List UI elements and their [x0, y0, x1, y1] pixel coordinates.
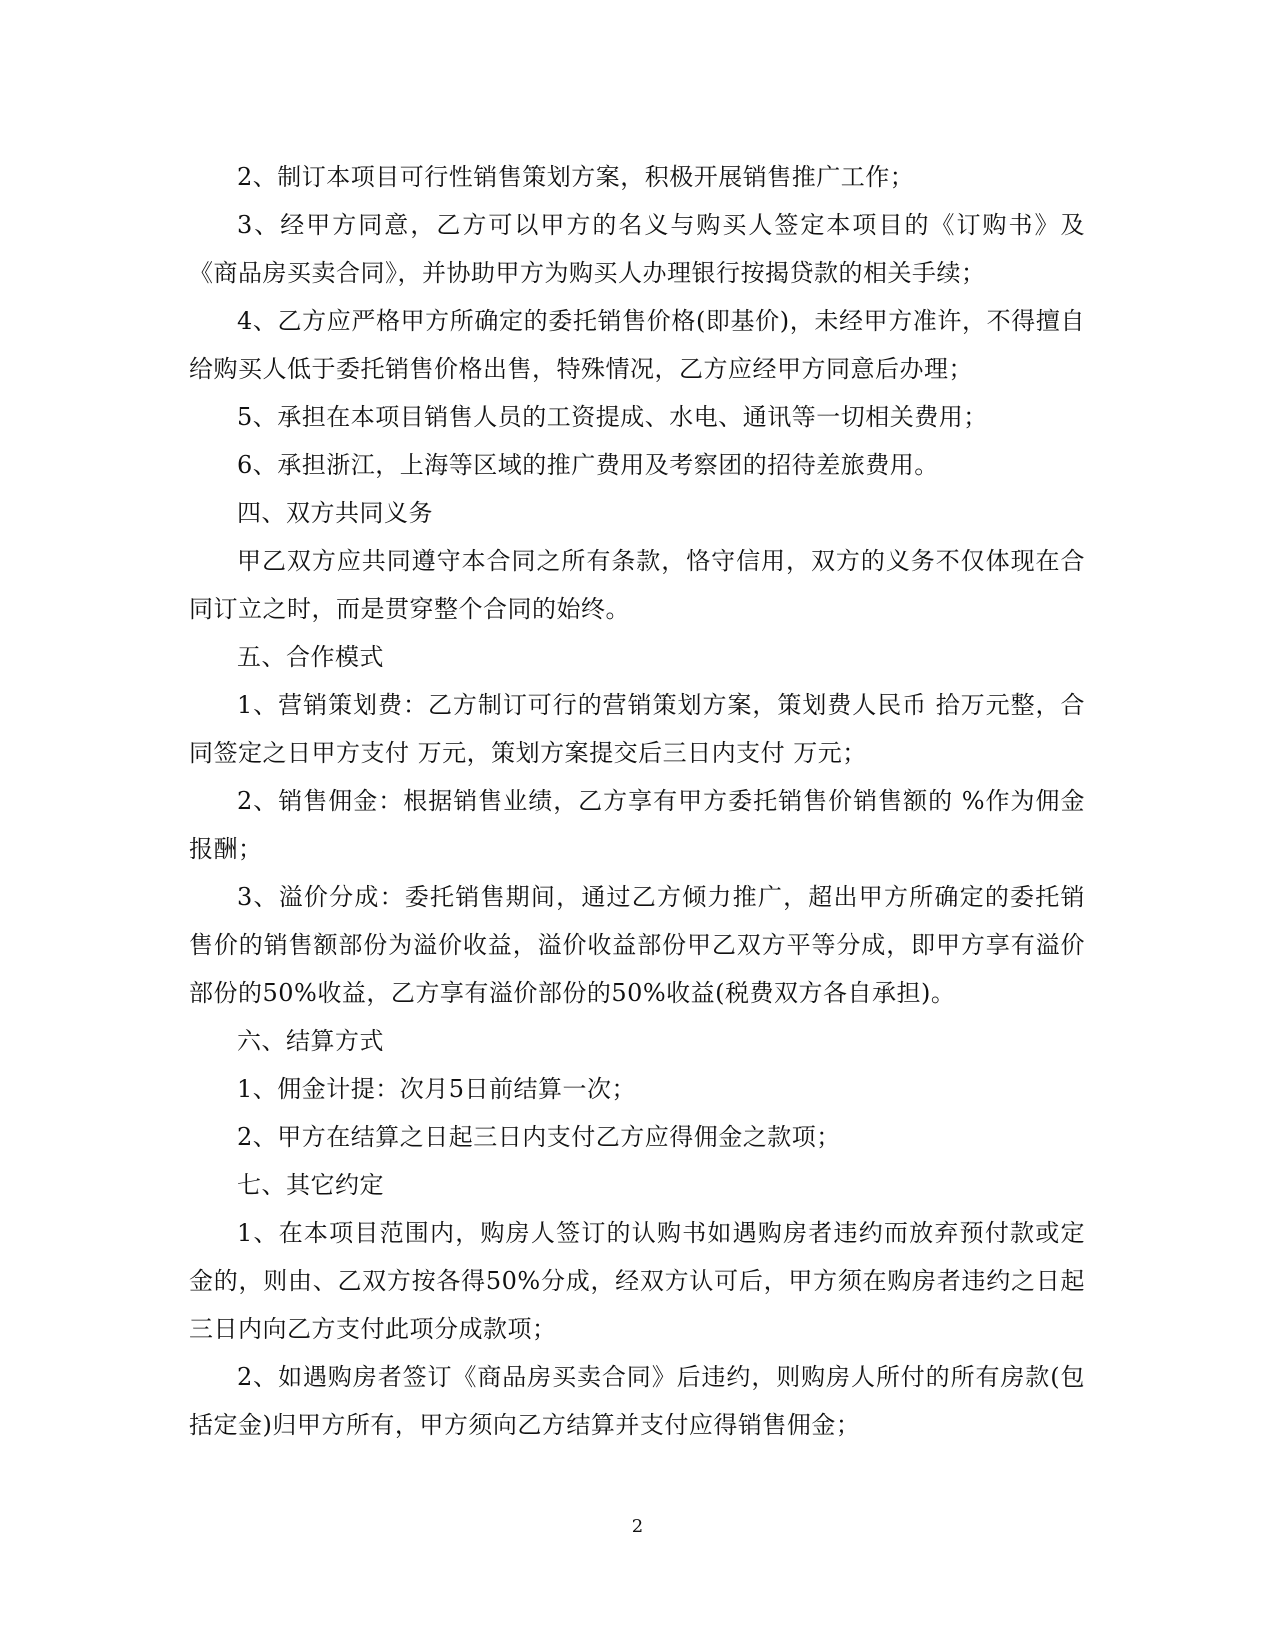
- document-body: [189, 153, 1085, 1449]
- section-heading-settlement: 六、结算方式: [237, 1027, 384, 1055]
- section-heading-other: 七、其它约定: [237, 1171, 384, 1199]
- paragraph-commission: 2、销售佣金：根据销售业绩，乙方享有甲方委托销售价销售额的 %作为佣金报酬；: [189, 787, 1085, 863]
- paragraph-forfeit-split: 1、在本项目范围内，购房人签订的认购书如遇购房者违约而放弃预付款或定金的，则由、乙双方按各得50%分成，经双方认可后，甲方须在购房者违约之日起三日内向乙方支付此项分成款项；: [189, 1219, 1085, 1343]
- paragraph-clause-3: 3、经甲方同意，乙方可以甲方的名义与购买人签定本项目的《订购书》及《商品房买卖合同》，并协助甲方为购买人办理银行按揭贷款的相关手续；: [189, 211, 1085, 287]
- paragraph-clause-2: 2、制订本项目可行性销售策划方案，积极开展销售推广工作；: [237, 163, 915, 191]
- section-heading-cooperation: 五、合作模式: [237, 643, 384, 671]
- paragraph-clause-5: 5、承担在本项目销售人员的工资提成、水电、通讯等一切相关费用；: [237, 403, 988, 431]
- paragraph-premium-split: 3、溢价分成：委托销售期间，通过乙方倾力推广，超出甲方所确定的委托销售价的销售额部份为溢价收益，溢价收益部份甲乙双方平等分成，即甲方享有溢价部份的50%收益，乙方享有溢价部份的50%收益(税费双方各自承担)。: [189, 883, 1085, 1007]
- paragraph-commission-accrual: 1、佣金计提：次月5日前结算一次；: [237, 1075, 637, 1103]
- paragraph-clause-6: 6、承担浙江，上海等区域的推广费用及考察团的招待差旅费用。: [237, 451, 939, 479]
- paragraph-contract-breach: 2、如遇购房者签订《商品房买卖合同》后违约，则购房人所付的所有房款(包括定金)归甲方所有，甲方须向乙方结算并支付应得销售佣金；: [189, 1363, 1085, 1439]
- paragraph-clause-4: 4、乙方应严格甲方所确定的委托销售价格(即基价)，未经甲方准许，不得擅自给购买人低于委托销售价格出售，特殊情况，乙方应经甲方同意后办理；: [189, 307, 1085, 383]
- paragraph-planning-fee: 1、营销策划费：乙方制订可行的营销策划方案，策划费人民币 拾万元整，合同签定之日甲方支付 万元，策划方案提交后三日内支付 万元；: [189, 691, 1085, 767]
- paragraph-joint-obligations: 甲乙双方应共同遵守本合同之所有条款，恪守信用，双方的义务不仅体现在合同订立之时，而是贯穿整个合同的始终。: [189, 547, 1085, 623]
- section-heading-obligations: 四、双方共同义务: [237, 499, 433, 527]
- page-number: 2: [631, 1516, 644, 1537]
- paragraph-payment-terms: 2、甲方在结算之日起三日内支付乙方应得佣金之款项；: [237, 1123, 841, 1151]
